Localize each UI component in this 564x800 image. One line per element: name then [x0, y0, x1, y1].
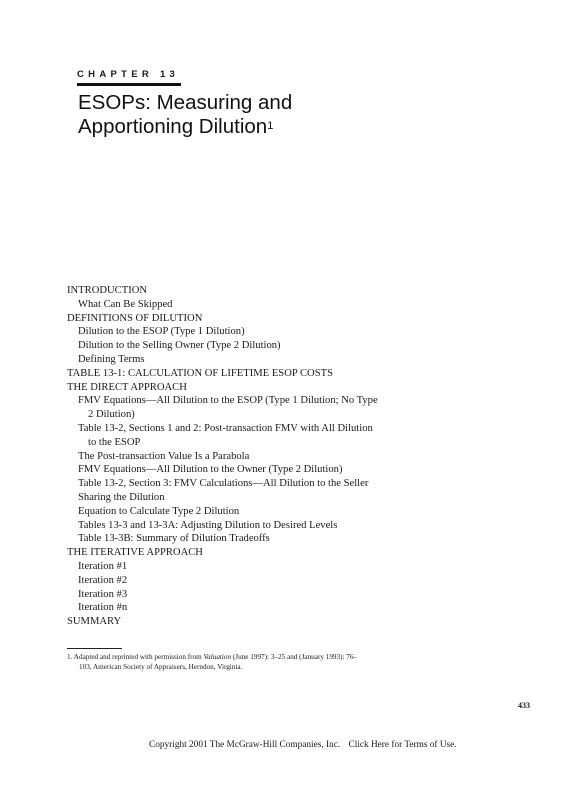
- chapter-title-line1: ESOPs: Measuring and: [78, 91, 293, 114]
- toc-subsection-item: [67, 519, 407, 533]
- toc-item-text: Tables 13-3 and 13-3A: Adjusting Dilution to Desired Levels: [78, 519, 338, 531]
- toc-item-continuation: to the ESOP: [88, 436, 141, 448]
- toc-item-text: What Can Be Skipped: [78, 298, 173, 310]
- toc-item-text: DEFINITIONS OF DILUTION: [67, 312, 203, 324]
- toc-item-text: Sharing the Dilution: [78, 491, 165, 503]
- toc-subsection-item: [67, 394, 407, 422]
- chapter-title: [78, 91, 478, 139]
- toc-subsection-item: [67, 463, 407, 477]
- toc-subsection-item: [67, 298, 407, 312]
- toc-item-text: FMV Equations—All Dilution to the Owner (Type 2 Dilution): [78, 464, 343, 476]
- toc-subsection-item: [67, 588, 407, 602]
- toc-section-heading: [67, 615, 407, 629]
- toc-subsection-item: [67, 532, 407, 546]
- toc-item-text: TABLE 13-1: CALCULATION OF LIFETIME ESOP COSTS: [67, 367, 333, 379]
- toc-item-text: Defining Terms: [78, 353, 145, 365]
- toc-item-text: Iteration #n: [78, 602, 128, 614]
- toc-subsection-item: [67, 450, 407, 464]
- toc-item-continuation: 2 Dilution): [88, 409, 135, 421]
- footnote: [67, 652, 477, 672]
- toc-item-text: Equation to Calculate Type 2 Dilution: [78, 505, 240, 517]
- copyright-text: Copyright 2001 The McGraw-Hill Companies, Inc.: [149, 740, 341, 750]
- toc-subsection-item: [67, 353, 407, 367]
- toc-item-text: Dilution to the ESOP (Type 1 Dilution): [78, 326, 245, 338]
- toc-section-heading: [67, 312, 407, 326]
- toc-subsection-item: [67, 560, 407, 574]
- toc-subsection-item: [67, 574, 407, 588]
- toc-item-text: SUMMARY: [67, 616, 122, 628]
- page-number: 433: [518, 701, 530, 710]
- toc-section-heading: [67, 381, 407, 395]
- toc-item-text: Iteration #1: [78, 560, 128, 572]
- toc-subsection-item: [67, 339, 407, 353]
- footnote-rest: (June 1997): 3–25 and (January 1993): 76–: [231, 653, 358, 661]
- copyright-line: [149, 740, 457, 750]
- chapter-contents-list: [67, 284, 407, 629]
- toc-item-text: The Post-transaction Value Is a Parabola: [78, 450, 250, 462]
- toc-item-text: INTRODUCTION: [67, 285, 148, 296]
- toc-item-text: Iteration #2: [78, 574, 128, 586]
- toc-item-text: THE ITERATIVE APPROACH: [67, 547, 203, 559]
- toc-item-text: FMV Equations—All Dilution to the ESOP (Type 1 Dilution; No Type: [78, 395, 378, 407]
- toc-item-text: Table 13-3B: Summary of Dilution Tradeoffs: [78, 533, 270, 545]
- terms-of-use-link[interactable]: Click Here for Terms of Use.: [348, 740, 457, 750]
- toc-section-heading: [67, 284, 407, 298]
- footnote-prefix: 1. Adapted and reprinted with permission from: [67, 653, 204, 661]
- toc-item-text: Iteration #3: [78, 588, 128, 600]
- footnote-source-title: Valuation: [203, 653, 232, 661]
- chapter-label: CHAPTER 13: [77, 69, 181, 86]
- toc-subsection-item: [67, 491, 407, 505]
- title-footnote-ref: 1: [267, 120, 274, 132]
- footnote-continuation: 103, American Society of Appraisers, Herndon, Virginia.: [79, 663, 243, 671]
- footnote-divider: [67, 648, 122, 649]
- toc-subsection-item: [67, 422, 407, 450]
- toc-subsection-item: [67, 477, 407, 491]
- toc-item-text: THE DIRECT APPROACH: [67, 381, 187, 393]
- toc-subsection-item: [67, 601, 407, 615]
- toc-section-heading: [67, 367, 407, 381]
- toc-subsection-item: [67, 325, 407, 339]
- toc-item-text: Table 13-2, Section 3: FMV Calculations—All Dilution to the Seller: [78, 478, 369, 490]
- toc-item-text: Dilution to the Selling Owner (Type 2 Dilution): [78, 340, 281, 352]
- toc-subsection-item: [67, 505, 407, 519]
- chapter-title-line2: Apportioning Dilution: [78, 115, 268, 138]
- toc-item-text: Table 13-2, Sections 1 and 2: Post-transaction FMV with All Dilution: [78, 422, 373, 434]
- toc-section-heading: [67, 546, 407, 560]
